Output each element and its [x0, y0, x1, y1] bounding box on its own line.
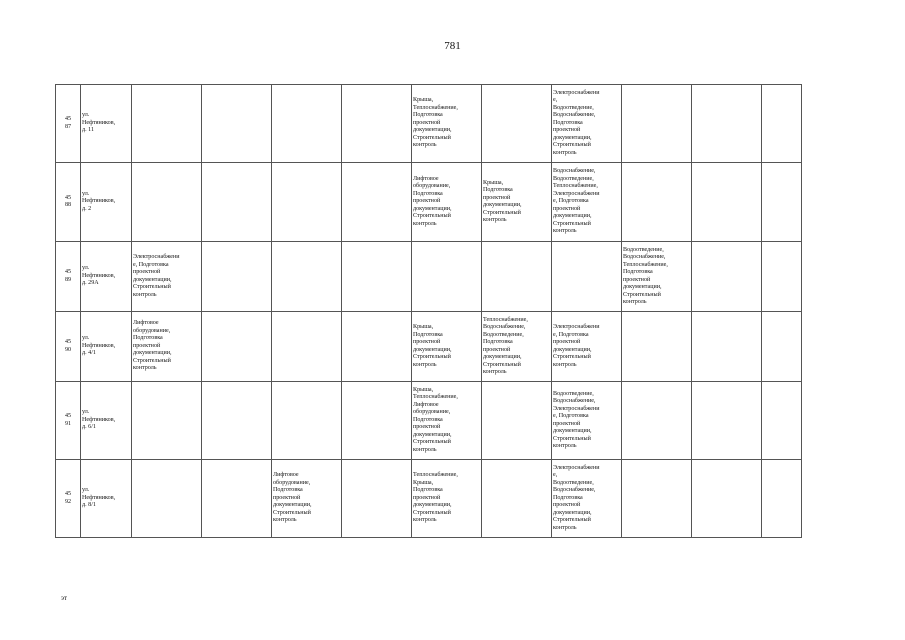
- work-cell: Электроснабжени е, Подготовка проектной документации, Строительный контроль: [132, 242, 202, 312]
- work-cell: [622, 85, 692, 163]
- work-cell: [552, 242, 622, 312]
- work-cell: Водоснабжение, Водоотведение, Теплоснабжение, Электроснабжени е, Подготовка проектной документации, Строительный контроль: [552, 163, 622, 242]
- row-number: 45 88: [56, 163, 81, 242]
- row-number: 45 91: [56, 382, 81, 460]
- address-cell: ул. Нефтяников, д. 29А: [81, 242, 132, 312]
- work-cell: [132, 163, 202, 242]
- work-cell: Водоотведение, Водоснабжение, Теплоснабжение, Подготовка проектной документации, Строительный контроль: [622, 242, 692, 312]
- work-cell: [762, 85, 802, 163]
- work-cell: Лифтовое оборудование, Подготовка проектной документации, Строительный контроль: [412, 163, 482, 242]
- row-number: 45 92: [56, 460, 81, 538]
- work-cell: [622, 460, 692, 538]
- address-cell: ул. Нефтяников, д. 11: [81, 85, 132, 163]
- work-cell: [762, 460, 802, 538]
- row-number: 45 89: [56, 242, 81, 312]
- page-number: 781: [444, 40, 461, 52]
- work-cell: [692, 242, 762, 312]
- work-cell: [692, 85, 762, 163]
- work-cell: Крыша, Теплоснабжение, Лифтовое оборудование, Подготовка проектной документации, Строительный контроль: [412, 382, 482, 460]
- work-cell: [132, 382, 202, 460]
- address-cell: ул. Нефтяников, д. 8/1: [81, 460, 132, 538]
- work-cell: [202, 382, 272, 460]
- work-cell: [412, 242, 482, 312]
- work-cell: [272, 382, 342, 460]
- work-cell: Электроснабжени е, Подготовка проектной документации, Строительный контроль: [552, 312, 622, 382]
- work-cell: [342, 85, 412, 163]
- address-cell: ул. Нефтяников, д. 6/1: [81, 382, 132, 460]
- table-row: [56, 460, 802, 538]
- work-cell: [202, 460, 272, 538]
- work-cell: [622, 382, 692, 460]
- work-cell: Крыша, Теплоснабжение, Подготовка проектной документации, Строительный контроль: [412, 85, 482, 163]
- work-cell: [692, 382, 762, 460]
- work-cell: Лифтовое оборудование, Подготовка проектной документации, Строительный контроль: [272, 460, 342, 538]
- work-cell: [482, 242, 552, 312]
- work-cell: Теплоснабжение, Водоснабжение, Водоотведение, Подготовка проектной документации, Строительный контроль: [482, 312, 552, 382]
- work-cell: [762, 382, 802, 460]
- address-cell: ул. Нефтяников, д. 2: [81, 163, 132, 242]
- work-cell: [202, 163, 272, 242]
- work-cell: Теплоснабжение, Крыша, Подготовка проектной документации, Строительный контроль: [412, 460, 482, 538]
- work-cell: [342, 163, 412, 242]
- work-cell: Электроснабжени е, Водоотведение, Водоснабжение, Подготовка проектной документации, Строительный контроль: [552, 85, 622, 163]
- work-cell: [202, 85, 272, 163]
- row-number: 45 90: [56, 312, 81, 382]
- work-cell: Водоотведение, Водоснабжение, Электроснабжени е, Подготовка проектной документации, Строительный контроль: [552, 382, 622, 460]
- work-cell: [272, 85, 342, 163]
- work-cell: [482, 382, 552, 460]
- work-cell: Электроснабжени е, Водоотведение, Водоснабжение, Подготовка проектной документации, Строительный контроль: [552, 460, 622, 538]
- work-cell: [482, 460, 552, 538]
- work-cell: [482, 85, 552, 163]
- table-row: [56, 242, 802, 312]
- work-cell: Крыша, Подготовка проектной документации, Строительный контроль: [412, 312, 482, 382]
- work-cell: [272, 163, 342, 242]
- work-cell: [692, 312, 762, 382]
- work-cell: [622, 312, 692, 382]
- work-cell: [692, 163, 762, 242]
- work-cell: [342, 312, 412, 382]
- work-cell: [762, 242, 802, 312]
- work-cell: [342, 242, 412, 312]
- table-row: [56, 312, 802, 382]
- work-cell: [342, 460, 412, 538]
- work-cell: [132, 460, 202, 538]
- work-cell: [272, 242, 342, 312]
- work-cell: [762, 163, 802, 242]
- table-row: [56, 85, 802, 163]
- work-cell: [342, 382, 412, 460]
- table-row: [56, 382, 802, 460]
- work-cell: [132, 85, 202, 163]
- row-number: 45 87: [56, 85, 81, 163]
- work-cell: [622, 163, 692, 242]
- work-cell: [272, 312, 342, 382]
- footer-mark: эт: [61, 594, 68, 602]
- work-cell: Лифтовое оборудование, Подготовка проектной документации, Строительный контроль: [132, 312, 202, 382]
- table-row: [56, 163, 802, 242]
- repair-schedule-table: [55, 84, 802, 538]
- work-cell: Крыша, Подготовка проектной документации, Строительный контроль: [482, 163, 552, 242]
- work-cell: [692, 460, 762, 538]
- work-cell: [202, 312, 272, 382]
- work-cell: [202, 242, 272, 312]
- work-cell: [762, 312, 802, 382]
- address-cell: ул. Нефтяников, д. 4/1: [81, 312, 132, 382]
